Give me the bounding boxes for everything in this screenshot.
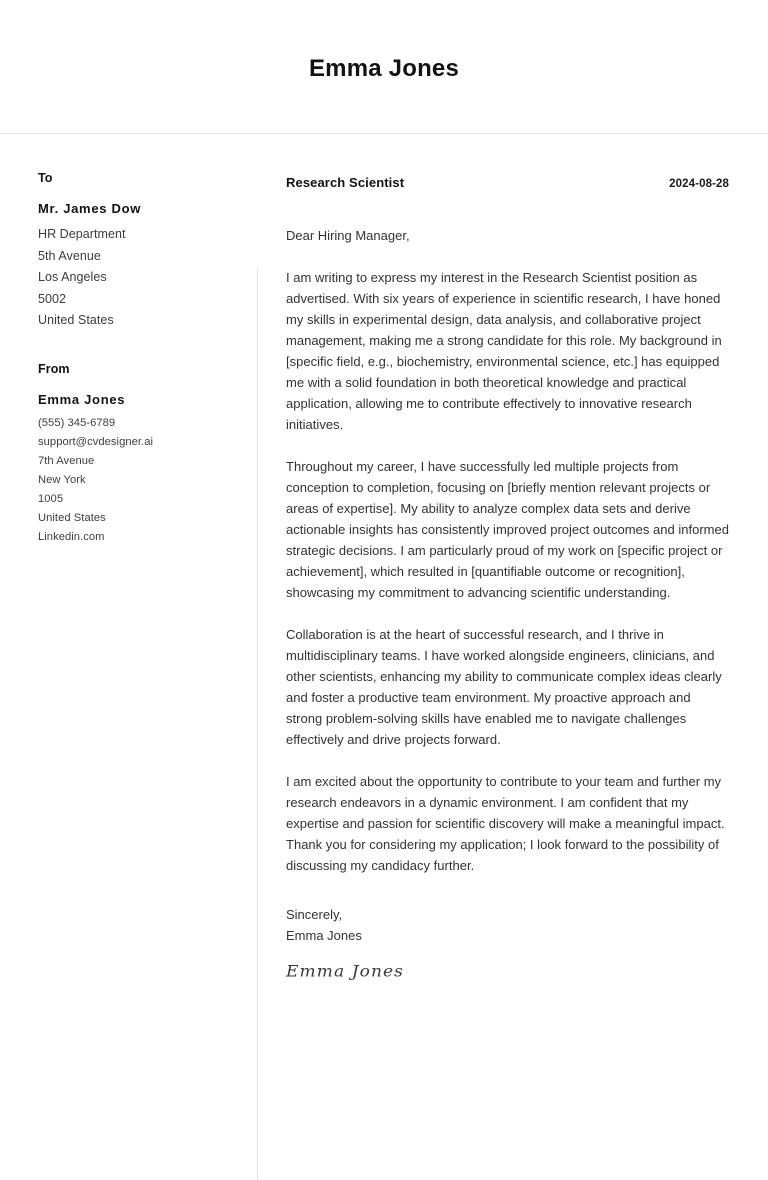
signature: Emma Jones [286,962,404,982]
closing-block [286,904,729,946]
recipient-line: Los Angeles [38,270,107,285]
sender-website: Linkedin.com [38,531,105,544]
letter-paragraph: I am excited about the opportunity to contribute to your team and further my research endeavors in a dynamic environment. I am confident that my expertise and passion for scientific discovery will make a meaningful impact. Thank you for considering my application; I look forward to the possibility of discussing my candidacy further. [286,774,725,873]
job-title: Research Scientist [286,175,405,190]
letter-meta-row [286,175,729,190]
page-title: Emma Jones [308,55,460,83]
letter-paragraph: I am writing to express my interest in the Research Scientist position as advertised. With six years of experience in scientific research, I have honed my skills in experimental design, data analysis, and collaborative project management, making me a strong candidate for this role. My background in [specific field, e.g., biochemistry, environmental science, etc.] has equipped me with a solid foundation in both theoretical knowledge and practical application, allowing me to contribute effectively to innovative research initiatives. [286,270,722,432]
recipient-name: Mr. James Dow [38,201,142,216]
recipient-line: 5th Avenue [38,248,101,263]
letter-paragraph: Throughout my career, I have successfully led multiple projects from conception to completion, focusing on [briefly mention relevant projects or areas of expertise]. My ability to analyze complex data sets and derive actionable insights has consistently improved project outcomes and informed strategic decisions. I am particularly proud of my work on [specific project or achievement], which resulted in [quantifiable outcome or recognition], showcasing my commitment to advancing scientific understanding. [286,459,729,600]
letter-date: 2024-08-28 [669,178,729,190]
to-heading: To [38,171,53,185]
letter-body-columns [0,133,768,982]
salutation: Dear Hiring Manager, [286,228,410,243]
closing-salutation: Sincerely, [286,907,343,922]
from-heading: From [38,361,70,376]
recipient-line: United States [38,313,114,328]
sender-line: New York [38,474,86,487]
sender-email: support@cvdesigner.ai [38,436,154,449]
column-divider [257,267,258,1180]
sender-line: 1005 [38,493,64,506]
recipient-line: HR Department [38,227,126,242]
sender-line: 7th Avenue [38,455,95,468]
recipient-line: 5002 [38,291,67,306]
sender-line: United States [38,512,106,525]
letter-header [0,0,768,133]
sender-name: Emma Jones [38,391,126,407]
address-sidebar [0,133,257,547]
sender-address-block [38,392,239,547]
sender-phone: (555) 345-6789 [38,417,116,429]
letter-content [257,133,768,982]
closing-name: Emma Jones [286,928,362,943]
letter-paragraph: Collaboration is at the heart of successful research, and I thrive in multidisciplinary teams. I have worked alongside engineers, clinicians, and other scientists, enhancing my ability to communicate complex ideas clearly and foster a productive team environment. My proactive approach and strong problem-solving skills have enabled me to navigate challenges effectively and drive projects forward. [286,627,722,747]
recipient-address-block [38,201,239,332]
